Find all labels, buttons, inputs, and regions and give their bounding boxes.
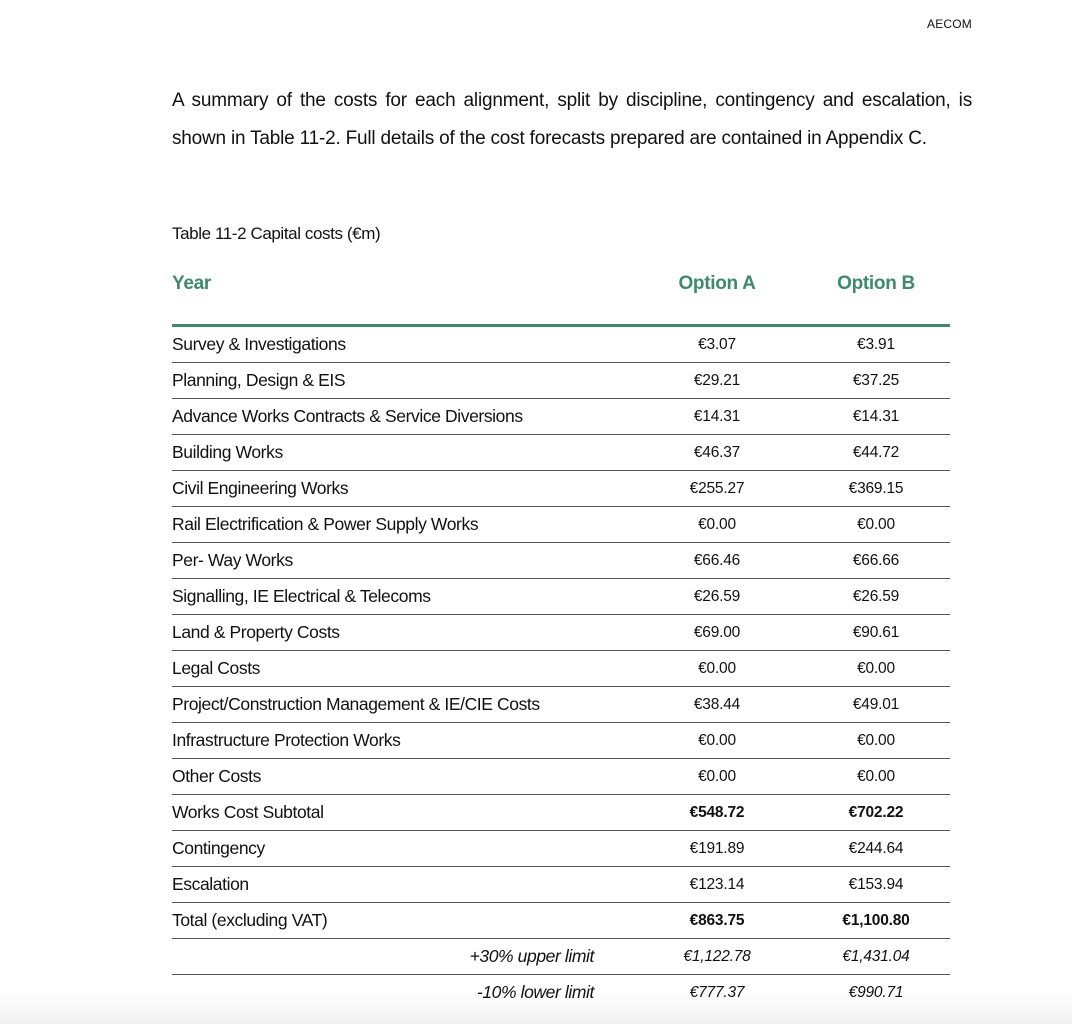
company-brand: AECOM [927, 17, 973, 31]
table-row [172, 543, 950, 579]
table-row [172, 399, 950, 435]
option-b-value: €1,100.80 [842, 911, 910, 929]
contingency-row [172, 831, 950, 867]
row-label: Signalling, IE Electrical & Telecoms [172, 586, 431, 606]
row-label: Legal Costs [172, 658, 261, 678]
escalation-row [172, 867, 950, 903]
row-label: Planning, Design & EIS [172, 370, 346, 390]
table-row [172, 327, 950, 363]
row-label: Other Costs [172, 766, 261, 786]
row-label: Works Cost Subtotal [172, 802, 324, 822]
option-a-value: €29.21 [693, 371, 741, 389]
row-label: Contingency [172, 838, 265, 858]
total-row [172, 903, 950, 939]
intro-paragraph: A summary of the costs for each alignment, split by discipline, contingency and escalation, is shown in Table 11-2. Full details of the cost forecasts prepared are contained in Appendix C. [172, 90, 972, 149]
row-label: Total (excluding VAT) [172, 910, 328, 930]
option-a-value: €0.00 [698, 767, 736, 785]
option-a-value: €255.27 [689, 479, 745, 497]
option-a-value: €0.00 [698, 515, 736, 533]
option-b-value: €44.72 [852, 443, 900, 461]
option-a-value: €0.00 [698, 659, 736, 677]
option-b-value: €14.31 [852, 407, 900, 425]
option-a-value: €1,122.78 [683, 947, 751, 965]
option-b-value: €244.64 [848, 839, 904, 857]
row-label: Civil Engineering Works [172, 478, 349, 498]
option-a-value: €26.59 [693, 587, 741, 605]
row-label: +30% upper limit [469, 946, 594, 966]
option-b-value: €66.66 [852, 551, 900, 569]
lower-limit-row [172, 975, 950, 1010]
option-a-value: €14.31 [693, 407, 741, 425]
option-a-value: €0.00 [698, 731, 736, 749]
row-label: Escalation [172, 874, 249, 894]
column-header-option-a: Option A [678, 273, 756, 294]
row-label: Rail Electrification & Power Supply Works [172, 514, 479, 534]
option-b-value: €0.00 [857, 731, 895, 749]
option-b-value: €0.00 [857, 767, 895, 785]
table-row [172, 615, 950, 651]
option-a-value: €191.89 [689, 839, 745, 857]
option-b-value: €90.61 [852, 623, 900, 641]
option-b-value: €49.01 [852, 695, 900, 713]
option-b-value: €3.91 [857, 335, 895, 353]
table-row [172, 579, 950, 615]
table-row [172, 507, 950, 543]
row-label: Infrastructure Protection Works [172, 730, 401, 750]
table-row [172, 687, 950, 723]
option-a-value: €69.00 [693, 623, 741, 641]
option-a-value: €548.72 [689, 803, 745, 821]
column-header-year: Year [172, 273, 211, 294]
table-row [172, 363, 950, 399]
option-b-value: €0.00 [857, 515, 895, 533]
table-row [172, 435, 950, 471]
table-row [172, 651, 950, 687]
option-b-value: €37.25 [852, 371, 900, 389]
option-b-value: €990.71 [848, 983, 904, 1001]
option-a-value: €38.44 [693, 695, 741, 713]
option-a-value: €777.37 [689, 983, 745, 1001]
row-label: Advance Works Contracts & Service Diversions [172, 406, 523, 426]
option-b-value: €702.22 [848, 803, 904, 821]
option-a-value: €863.75 [689, 911, 745, 929]
option-a-value: €46.37 [693, 443, 741, 461]
option-b-value: €153.94 [848, 875, 904, 893]
row-label: Land & Property Costs [172, 622, 340, 642]
table-row [172, 759, 950, 795]
option-a-value: €3.07 [698, 335, 736, 353]
table-header-row [172, 268, 950, 327]
upper-limit-row [172, 939, 950, 975]
capital-costs-table [172, 268, 950, 1010]
option-b-value: €26.59 [852, 587, 900, 605]
option-b-value: €0.00 [857, 659, 895, 677]
table-caption: Table 11-2 Capital costs (€m) [172, 224, 381, 243]
subtotal-row [172, 795, 950, 831]
option-b-value: €369.15 [848, 479, 904, 497]
option-b-value: €1,431.04 [842, 947, 910, 965]
row-label: Survey & Investigations [172, 334, 346, 354]
row-label: Per- Way Works [172, 550, 293, 570]
table-row [172, 471, 950, 507]
column-header-option-b: Option B [837, 273, 915, 294]
row-label: -10% lower limit [476, 982, 594, 1002]
row-label: Building Works [172, 442, 283, 462]
row-label: Project/Construction Management & IE/CIE Costs [172, 694, 540, 714]
option-a-value: €66.46 [693, 551, 741, 569]
option-a-value: €123.14 [689, 875, 745, 893]
table-row [172, 723, 950, 759]
